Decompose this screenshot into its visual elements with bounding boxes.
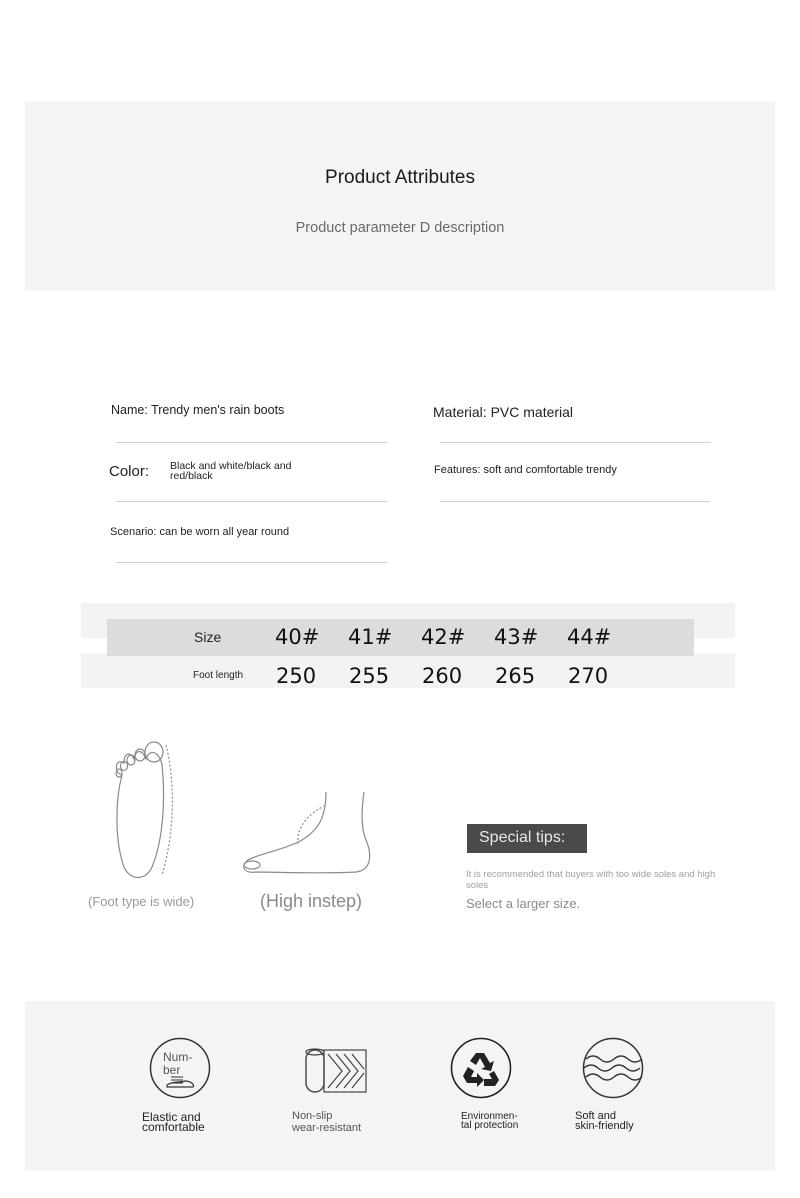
special-tips-line1: It is recommended that buyers with too wide soles and high xyxy=(466,869,716,880)
foot-length-cell: 255 xyxy=(349,664,390,688)
attr-color-value-line2: red/black xyxy=(170,470,213,482)
feature-label-line2: skin-friendly xyxy=(575,1120,634,1132)
size-cell: 41# xyxy=(348,625,393,649)
attr-material: Material: PVC material xyxy=(433,404,574,420)
page-subtitle: Product parameter D description xyxy=(295,220,505,236)
size-cell: 40# xyxy=(275,625,320,649)
special-tips-advice: Select a larger size. xyxy=(466,896,581,911)
foot-length-cell: 250 xyxy=(276,664,317,688)
foot-length-cell: 270 xyxy=(568,664,609,688)
high-instep-caption: (High instep) xyxy=(260,891,363,911)
feature-label-line1: Non-slip xyxy=(292,1110,333,1122)
divider xyxy=(440,442,711,443)
features-band xyxy=(25,1001,775,1171)
feature-label-line2: tal protection xyxy=(461,1120,519,1131)
feature-eco-label xyxy=(461,1112,518,1130)
foot-length-band xyxy=(81,653,735,688)
special-tips-title: Special tips: xyxy=(467,824,587,853)
feature-elastic xyxy=(149,1037,211,1099)
wide-foot-icon xyxy=(100,735,190,885)
waves-icon xyxy=(582,1037,644,1099)
feature-elastic-label xyxy=(142,1112,205,1132)
feature-label-line1: Soft and xyxy=(575,1110,616,1122)
feature-nonslip-label xyxy=(292,1110,361,1134)
size-label: Size xyxy=(194,629,222,645)
attr-color-value-line1: Black and white/black and xyxy=(170,460,292,472)
divider xyxy=(440,501,710,502)
recycle-icon xyxy=(450,1037,512,1099)
attr-features: Features: soft and comfortable trendy xyxy=(434,464,617,476)
sole-pattern-icon xyxy=(304,1046,368,1096)
size-cell: 44# xyxy=(567,625,612,649)
high-instep-foot-icon xyxy=(238,788,378,880)
size-cell: 43# xyxy=(494,625,539,649)
attr-color-value xyxy=(170,461,291,481)
attr-name: Name: Trendy men's rain boots xyxy=(111,403,285,417)
feature-label-line2: comfortable xyxy=(142,1120,205,1134)
feature-icon-label-2: ber xyxy=(163,1063,181,1077)
foot-length-cell: 260 xyxy=(422,664,463,688)
feature-icon-label-1: Num- xyxy=(163,1050,193,1064)
size-cell: 42# xyxy=(421,625,466,649)
attr-color-label: Color: xyxy=(109,463,150,480)
divider xyxy=(116,562,387,563)
feature-label-line2: wear-resistant xyxy=(292,1122,362,1134)
divider xyxy=(116,501,387,502)
divider xyxy=(116,442,387,443)
foot-length-cell: 265 xyxy=(495,664,536,688)
feature-soft-label xyxy=(575,1111,634,1131)
attr-scenario: Scenario: can be worn all year round xyxy=(110,526,290,538)
special-tips-line2: soles xyxy=(466,880,489,891)
foot-length-label: Foot length xyxy=(193,670,244,681)
page-title: Product Attributes xyxy=(325,167,475,188)
feature-label-line1: Environmen- xyxy=(461,1111,518,1122)
feature-label-line1: Elastic and xyxy=(142,1110,201,1124)
wide-foot-caption: (Foot type is wide) xyxy=(88,894,195,909)
special-tips-text xyxy=(466,869,756,891)
header-band xyxy=(25,101,775,291)
